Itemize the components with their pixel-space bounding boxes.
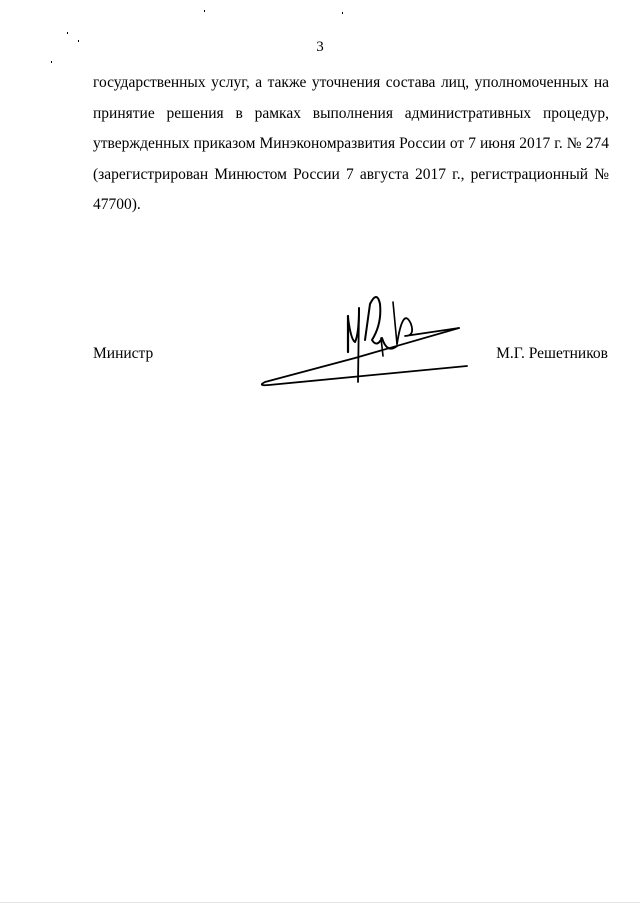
page-bottom-edge — [0, 902, 640, 903]
body-paragraph: государственных услуг, а также уточнения состава лиц, уполномоченных на принятие решения в рамках выполнения административных процедур, утвержденных приказом Минэкономразвития России от 7 июня 2017 г. № 274 (зарегистрирован Минюстом России 7 августа 2017 г., регистрационный № 47700). — [93, 74, 609, 213]
scan-speck — [78, 40, 79, 42]
page-number: 3 — [316, 39, 324, 55]
signatory-position: Министр — [93, 345, 154, 362]
scan-speck — [51, 61, 52, 63]
scan-speck — [342, 12, 343, 14]
scan-speck — [67, 32, 68, 34]
signatory-name: М.Г. Решетников — [496, 345, 608, 362]
scan-speck — [204, 10, 205, 12]
handwritten-signature — [255, 282, 480, 397]
